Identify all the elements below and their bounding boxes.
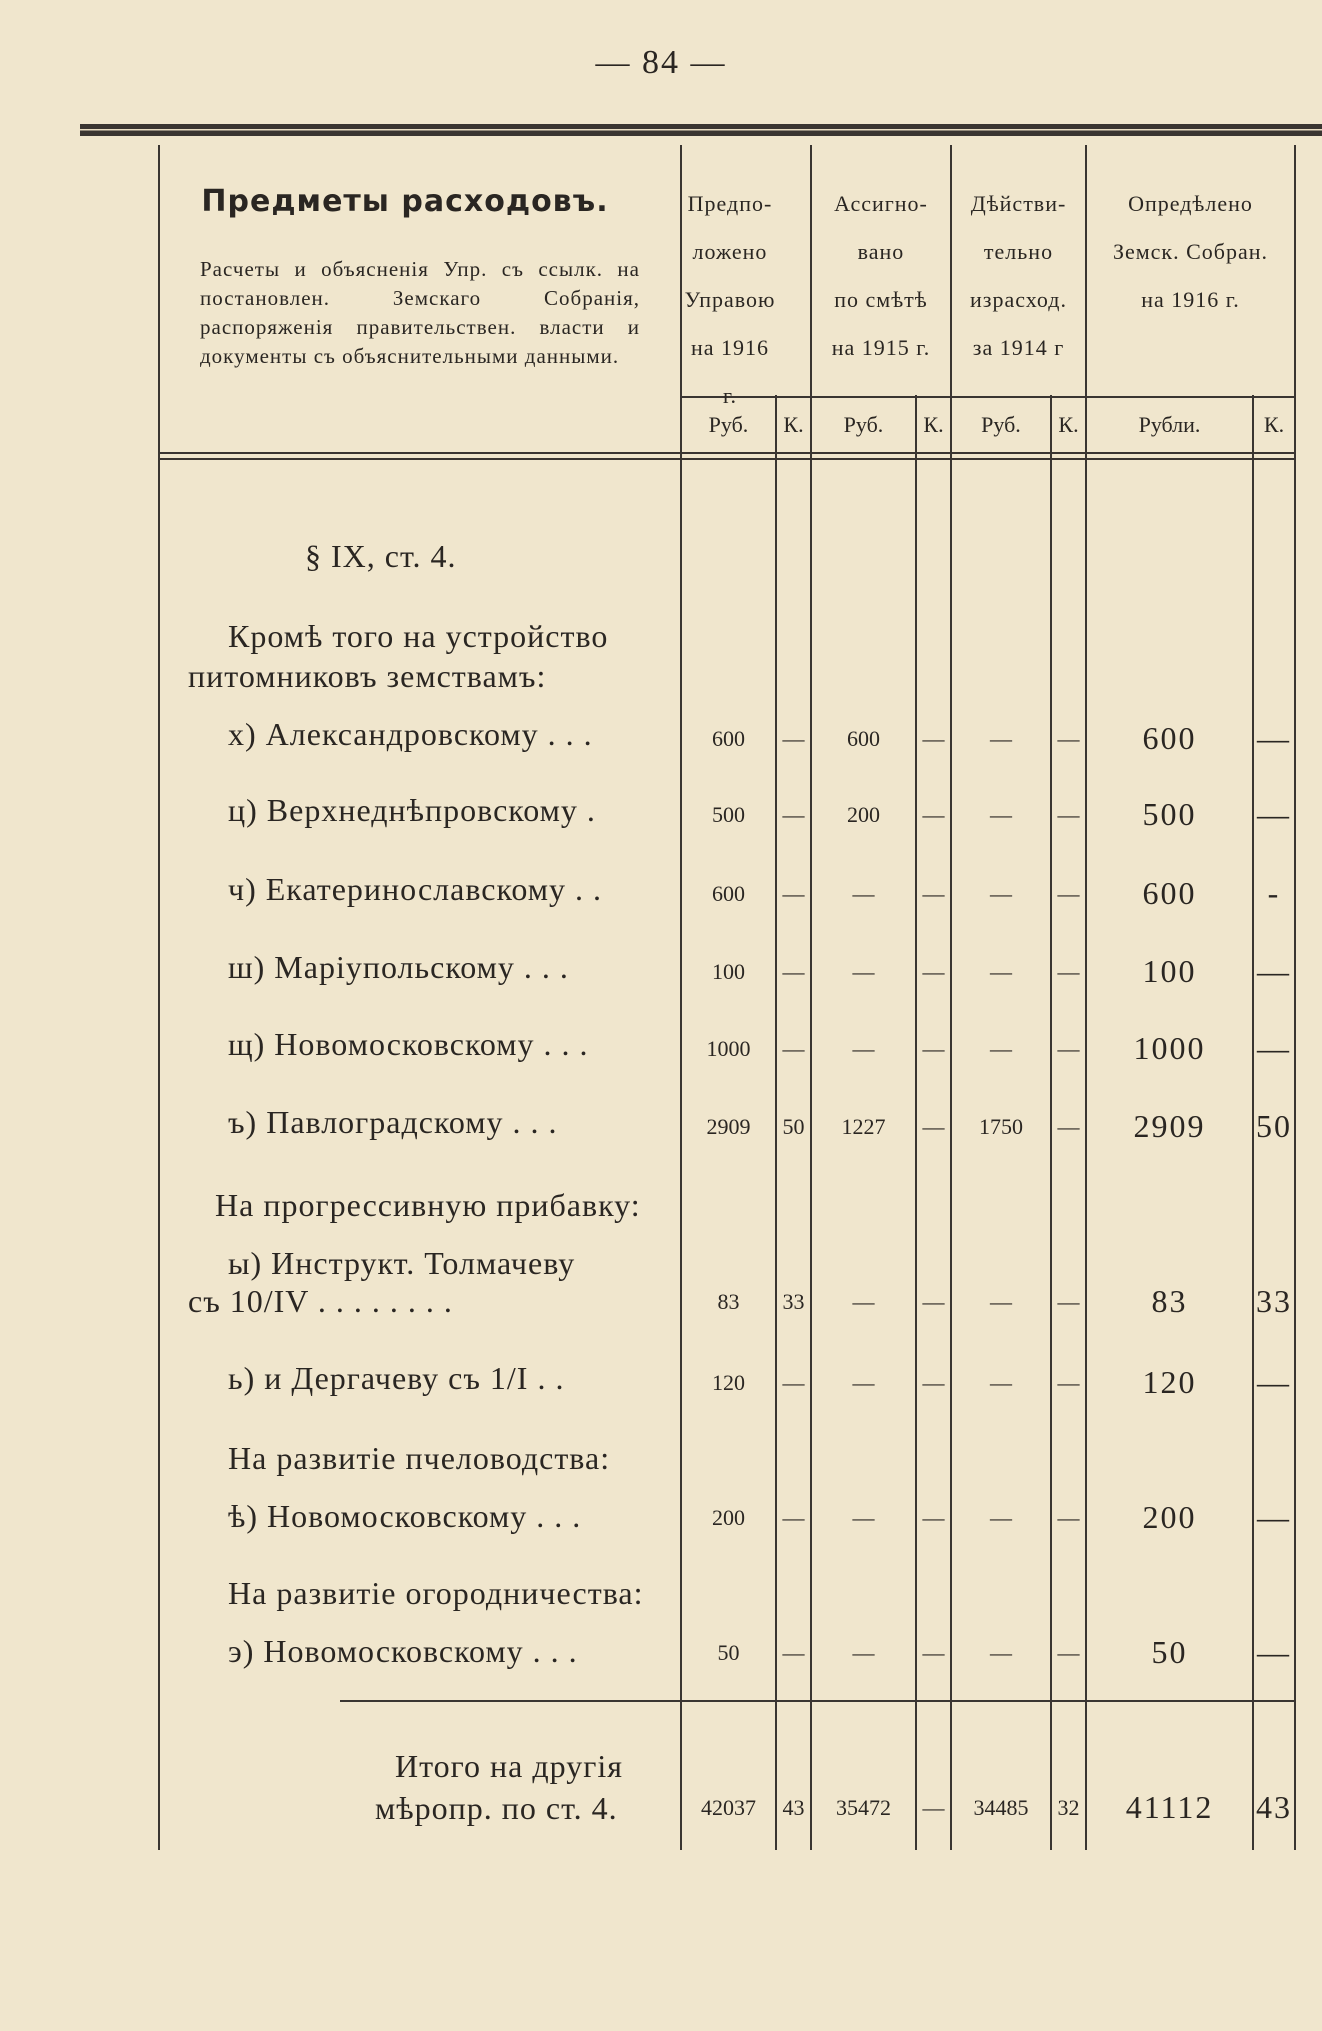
row-y-line2: съ 10/IV . . . . . . . . bbox=[188, 1283, 453, 1319]
value-row1-c2k: — bbox=[922, 802, 945, 827]
unit-rub-1: Руб. bbox=[708, 412, 749, 437]
col-head-determined: Опредѣлено Земск. Собран. на 1916 г. bbox=[1112, 191, 1269, 312]
row-y-line1: ы) Инструкт. Толмачеву bbox=[228, 1245, 576, 1281]
section-heading: § IX, ст. 4. bbox=[305, 538, 457, 574]
value-bees-c1r: 200 bbox=[712, 1505, 745, 1530]
value-row2-c3r: — bbox=[990, 881, 1012, 906]
value-b-c1r: 120 bbox=[712, 1370, 745, 1395]
value-y-c4r: 83 bbox=[1151, 1283, 1188, 1319]
value-total-c1r: 42037 bbox=[701, 1795, 756, 1820]
value-row4-c4k: — bbox=[1257, 1030, 1291, 1066]
value-garden-c3r: — bbox=[990, 1640, 1012, 1665]
unit-rubli-4: Рубли. bbox=[1138, 412, 1201, 437]
top-rule bbox=[80, 124, 1322, 136]
value-row1-c1k: — bbox=[782, 802, 805, 827]
progressive-heading: На прогрессивную прибавку: bbox=[215, 1187, 641, 1223]
value-row5-c2r: 1227 bbox=[841, 1114, 886, 1139]
value-garden-c1r: 50 bbox=[717, 1640, 740, 1665]
value-row1-c1r: 500 bbox=[712, 802, 745, 827]
header-description: Расчеты и объясненія Упр. съ ссылк. на постановлен. Земскаго Собранія, распоряженія правительствен. власти и документы съ объяснительными данными. bbox=[200, 257, 640, 368]
value-b-c3r: — bbox=[990, 1370, 1012, 1395]
row-label: ш) Маріупольскому . . . bbox=[228, 949, 569, 985]
garden-label: э) Новомосковскому . . . bbox=[228, 1633, 578, 1669]
header-bottom-line bbox=[158, 452, 1294, 454]
col-line-c3 bbox=[950, 145, 952, 1850]
value-row1-c4r: 500 bbox=[1142, 796, 1197, 832]
value-row0-c3r: — bbox=[990, 726, 1012, 751]
value-total-c3k: 32 bbox=[1057, 1795, 1080, 1820]
value-row4-c3r: — bbox=[990, 1036, 1012, 1061]
value-row0-c2k: — bbox=[922, 726, 945, 751]
unit-kop-4: К. bbox=[1263, 412, 1285, 437]
unit-kop-1: К. bbox=[783, 412, 804, 437]
value-row2-c1k: — bbox=[782, 881, 805, 906]
value-row4-c3k: — bbox=[1057, 1036, 1080, 1061]
row-label: ъ) Павлоградскому . . . bbox=[228, 1104, 558, 1140]
col-line-c4 bbox=[1085, 145, 1087, 1850]
value-row5-c3r: 1750 bbox=[979, 1114, 1023, 1139]
garden-heading: На развитіе огородничества: bbox=[228, 1575, 644, 1611]
value-row2-c4r: 600 bbox=[1142, 875, 1197, 911]
row-b-label: ь) и Дергачеву съ 1/I . . bbox=[228, 1360, 565, 1396]
unit-rub-2: Руб. bbox=[843, 412, 884, 437]
value-row3-c4r: 100 bbox=[1142, 953, 1197, 989]
value-total-c2r: 35472 bbox=[836, 1795, 891, 1820]
value-row2-c1r: 600 bbox=[712, 881, 745, 906]
value-bees-c3r: — bbox=[990, 1505, 1012, 1530]
value-row0-c1r: 600 bbox=[712, 726, 745, 751]
total-line1: Итого на другія bbox=[395, 1748, 623, 1784]
col-head-assigned: Ассигно- вано по смѣтѣ на 1915 г. bbox=[831, 191, 931, 360]
value-row2-c2k: — bbox=[922, 881, 945, 906]
row-label: ц) Верхнеднѣпровскому . bbox=[228, 792, 596, 828]
value-row5-c4k: 50 bbox=[1256, 1108, 1292, 1144]
value-bees-c4r: 200 bbox=[1142, 1499, 1197, 1535]
value-row5-c1r: 2909 bbox=[706, 1114, 751, 1139]
value-row4-c1k: — bbox=[782, 1036, 805, 1061]
value-b-c4r: 120 bbox=[1142, 1364, 1197, 1400]
value-y-c3r: — bbox=[990, 1289, 1012, 1314]
value-b-c2k: — bbox=[922, 1370, 945, 1395]
value-row2-c4k: - bbox=[1267, 875, 1281, 911]
value-row4-c2r: — bbox=[852, 1036, 875, 1061]
value-row1-c3k: — bbox=[1057, 802, 1080, 827]
page-number: — 84 — bbox=[595, 44, 727, 81]
total-line bbox=[340, 1700, 1294, 1702]
value-row3-c3k: — bbox=[1057, 959, 1080, 984]
value-garden-c2k: — bbox=[922, 1640, 945, 1665]
value-row0-c4r: 600 bbox=[1142, 720, 1197, 756]
row-label: щ) Новомосковскому . . . bbox=[228, 1026, 589, 1062]
value-y-c2k: — bbox=[922, 1289, 945, 1314]
col-head-actual: Дѣйстви- тельно израсход. за 1914 г bbox=[970, 191, 1067, 360]
value-row1-c3r: — bbox=[990, 802, 1012, 827]
value-row0-c4k: — bbox=[1257, 720, 1291, 756]
value-row4-c2k: — bbox=[922, 1036, 945, 1061]
value-garden-c3k: — bbox=[1057, 1640, 1080, 1665]
value-row4-c1r: 1000 bbox=[706, 1036, 751, 1061]
value-row5-c4r: 2909 bbox=[1133, 1108, 1206, 1144]
value-b-c1k: — bbox=[782, 1370, 805, 1395]
value-bees-c2r: — bbox=[852, 1505, 875, 1530]
value-row2-c3k: — bbox=[1057, 881, 1080, 906]
value-row1-c4k: — bbox=[1257, 796, 1291, 832]
value-b-c2r: — bbox=[852, 1370, 875, 1395]
header-bottom-line-2 bbox=[158, 458, 1294, 460]
total-line2: мѣропр. по ст. 4. bbox=[375, 1790, 618, 1826]
value-row5-c3k: — bbox=[1057, 1114, 1080, 1139]
value-total-c1k: 43 bbox=[782, 1795, 805, 1820]
value-y-c2r: — bbox=[852, 1289, 875, 1314]
value-row5-c2k: — bbox=[922, 1114, 945, 1139]
value-b-c4k: — bbox=[1257, 1364, 1291, 1400]
col-head-proposed: Предпо- ложено Управою на 1916 г. bbox=[684, 191, 776, 408]
value-bees-c1k: — bbox=[782, 1505, 805, 1530]
value-garden-c2r: — bbox=[852, 1640, 875, 1665]
row-label: х) Александровскому . . . bbox=[228, 716, 593, 752]
value-row3-c3r: — bbox=[990, 959, 1012, 984]
unit-rub-3: Руб. bbox=[981, 412, 1021, 437]
value-row3-c2k: — bbox=[922, 959, 945, 984]
value-total-c4k: 43 bbox=[1256, 1789, 1292, 1825]
value-y-c3k: — bbox=[1057, 1289, 1080, 1314]
value-row0-c3k: — bbox=[1057, 726, 1080, 751]
value-garden-c4k: — bbox=[1257, 1634, 1291, 1670]
value-total-c3r: 34485 bbox=[973, 1795, 1029, 1820]
col-line-c2 bbox=[810, 145, 812, 1850]
intro-line-1: Кромѣ того на устройство bbox=[228, 618, 609, 654]
value-bees-c3k: — bbox=[1057, 1505, 1080, 1530]
value-y-c4k: 33 bbox=[1256, 1283, 1292, 1319]
value-bees-c2k: — bbox=[922, 1505, 945, 1530]
unit-kop-3: К. bbox=[1058, 412, 1079, 437]
value-y-c1k: 33 bbox=[782, 1289, 805, 1314]
value-row0-c1k: — bbox=[782, 726, 805, 751]
value-row4-c4r: 1000 bbox=[1133, 1030, 1206, 1066]
value-row3-c1r: 100 bbox=[712, 959, 745, 984]
row-label: ч) Екатеринославскому . . bbox=[228, 871, 603, 907]
unit-kop-2: К. bbox=[923, 412, 944, 437]
bees-heading: На развитіе пчеловодства: bbox=[228, 1440, 611, 1476]
value-row3-c1k: — bbox=[782, 959, 805, 984]
header-title: Предметы расходовъ. bbox=[201, 184, 609, 219]
col-line-left bbox=[158, 145, 160, 1850]
value-row2-c2r: — bbox=[852, 881, 875, 906]
value-row1-c2r: 200 bbox=[847, 802, 880, 827]
col-line-right bbox=[1294, 145, 1296, 1850]
value-garden-c4r: 50 bbox=[1151, 1634, 1188, 1670]
value-row3-c2r: — bbox=[852, 959, 875, 984]
value-total-c2k: — bbox=[922, 1795, 945, 1820]
value-garden-c1k: — bbox=[782, 1640, 805, 1665]
value-total-c4r: 41112 bbox=[1125, 1789, 1214, 1825]
intro-line-2: питомниковъ земствамъ: bbox=[188, 658, 547, 694]
value-row5-c1k: 50 bbox=[782, 1114, 805, 1139]
value-y-c1r: 83 bbox=[717, 1289, 740, 1314]
value-row3-c4k: — bbox=[1257, 953, 1291, 989]
value-row0-c2r: 600 bbox=[847, 726, 880, 751]
bees-label: ѣ) Новомосковскому . . . bbox=[228, 1498, 582, 1534]
value-bees-c4k: — bbox=[1257, 1499, 1291, 1535]
value-b-c3k: — bbox=[1057, 1370, 1080, 1395]
